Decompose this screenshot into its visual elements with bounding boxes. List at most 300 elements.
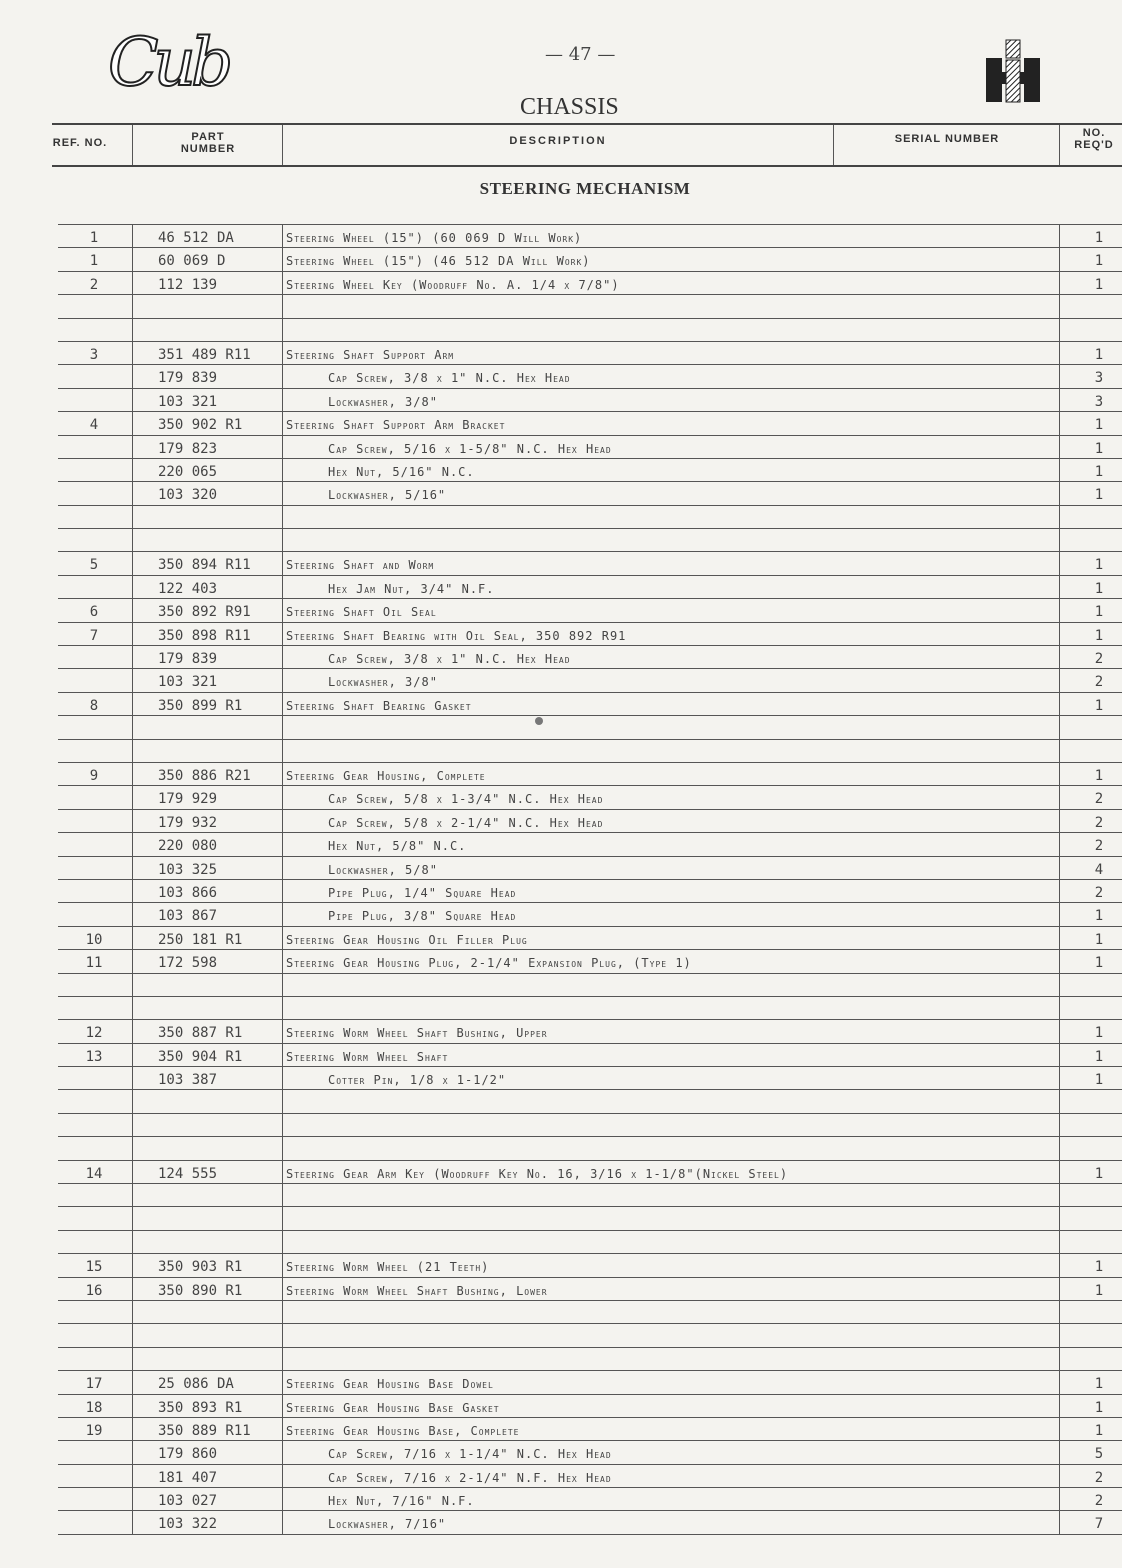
table-row: [58, 1113, 1122, 1136]
column-divider: [282, 740, 283, 762]
column-divider: [282, 1067, 283, 1089]
column-divider: [1059, 1301, 1060, 1323]
table-row: [58, 294, 1122, 317]
column-divider: [1059, 1254, 1060, 1276]
ref-cell: 5: [89, 557, 99, 574]
quantity-cell: 1: [1094, 1048, 1104, 1065]
table-row: [58, 1417, 1122, 1440]
description-cell: Hex Nut, 7/16" N.F.: [328, 1494, 475, 1509]
quantity-cell: [1076, 716, 1122, 738]
table-row: [58, 318, 1122, 341]
column-divider: [282, 974, 283, 996]
quantity-cell: [1076, 740, 1122, 762]
column-divider: [282, 482, 283, 504]
quantity-cell: 2: [1094, 814, 1104, 831]
column-divider: [132, 365, 133, 387]
cub-logo: Cub: [108, 24, 229, 101]
column-divider: [282, 950, 283, 972]
table-row: [58, 505, 1122, 528]
table-row: [58, 1019, 1122, 1042]
table-row: [58, 762, 1122, 785]
description-cell: Hex Jam Nut, 3/4" N.F.: [328, 581, 495, 596]
parts-table: [58, 224, 1122, 1535]
column-divider: [1059, 857, 1060, 879]
ref-cell: [58, 880, 130, 902]
part-number-cell: 103 866: [158, 884, 218, 901]
part-number-cell: 103 027: [158, 1493, 218, 1510]
column-divider: [1059, 646, 1060, 668]
column-divider: [132, 880, 133, 902]
column-divider: [1059, 506, 1060, 528]
quantity-cell: 1: [1094, 955, 1104, 972]
header-bottom-rule: [52, 165, 1122, 167]
part-number-cell: 350 903 R1: [158, 1259, 243, 1276]
description-cell: Steering Gear Housing Base Gasket: [286, 1400, 500, 1415]
quantity-cell: 1: [1094, 440, 1104, 457]
column-divider: [282, 248, 283, 270]
description-cell: Steering Wheel (15") (46 512 DA Will Work): [286, 254, 591, 269]
column-divider: [282, 412, 283, 434]
table-row: [58, 622, 1122, 645]
ref-cell: [58, 319, 130, 341]
quantity-cell: 1: [1094, 276, 1104, 293]
part-number-cell: 350 890 R1: [158, 1282, 243, 1299]
column-header-ref: REF. NO.: [52, 137, 108, 149]
ref-cell: [58, 436, 130, 458]
description-cell: Steering Gear Housing, Complete: [286, 768, 486, 783]
column-divider: [132, 997, 133, 1019]
column-divider: [132, 506, 133, 528]
quantity-cell: [1076, 1184, 1122, 1206]
ref-cell: [58, 786, 130, 808]
quantity-cell: [1076, 1324, 1122, 1346]
subsection-title: STEERING MECHANISM: [479, 179, 691, 198]
part-number-cell: 172 598: [158, 955, 218, 972]
column-divider: [132, 693, 133, 715]
ref-cell: [58, 646, 130, 668]
column-divider: [1059, 482, 1060, 504]
ref-cell: [58, 1231, 130, 1253]
column-header-qty: NO. REQ'D: [1074, 127, 1114, 152]
ref-cell: 3: [89, 346, 99, 363]
column-divider: [132, 576, 133, 598]
column-divider: [1059, 693, 1060, 715]
table-row: [58, 973, 1122, 996]
table-row: [58, 1253, 1122, 1276]
column-divider: [1059, 599, 1060, 621]
column-header-part: PART NUMBER: [180, 131, 236, 156]
quantity-cell: 1: [1094, 417, 1104, 434]
table-row: [58, 1440, 1122, 1463]
description-cell: Steering Shaft Bearing Gasket: [286, 698, 472, 713]
table-row: [58, 668, 1122, 691]
table-row: [58, 271, 1122, 294]
column-divider: [1059, 880, 1060, 902]
column-divider: [1059, 552, 1060, 574]
part-number-cell: 181 407: [158, 1469, 218, 1486]
column-divider: [132, 927, 133, 949]
part-number-cell: 112 139: [158, 276, 218, 293]
column-divider: [132, 459, 133, 481]
table-row: [58, 1183, 1122, 1206]
column-divider: [282, 880, 283, 902]
column-divider: [132, 1465, 133, 1487]
column-divider: [282, 1161, 283, 1183]
quantity-cell: 1: [1094, 1025, 1104, 1042]
column-divider: [282, 1488, 283, 1510]
column-divider: [132, 716, 133, 738]
quantity-cell: [1076, 1090, 1122, 1112]
part-number-cell: 350 898 R11: [158, 627, 251, 644]
part-number-cell: 179 929: [158, 791, 218, 808]
column-divider: [282, 365, 283, 387]
ref-cell: [58, 740, 130, 762]
column-divider: [282, 1231, 283, 1253]
ref-cell: 11: [85, 955, 103, 972]
quantity-cell: 3: [1094, 393, 1104, 410]
description-cell: Pipe Plug, 1/4" Square Head: [328, 885, 517, 900]
column-divider: [1059, 1371, 1060, 1393]
column-divider: [282, 903, 283, 925]
column-divider: [1059, 1184, 1060, 1206]
column-divider: [1059, 1395, 1060, 1417]
ref-cell: [58, 810, 130, 832]
ref-cell: 17: [85, 1376, 103, 1393]
ref-cell: [58, 295, 130, 317]
quantity-cell: 2: [1094, 791, 1104, 808]
part-number-cell: 350 889 R11: [158, 1422, 251, 1439]
column-divider: [1059, 1348, 1060, 1370]
ref-cell: 15: [85, 1259, 103, 1276]
quantity-cell: 1: [1094, 580, 1104, 597]
part-number-cell: 103 321: [158, 674, 218, 691]
description-cell: Steering Gear Housing Base, Complete: [286, 1423, 520, 1438]
table-row: [58, 856, 1122, 879]
part-number-cell: 124 555: [158, 1165, 218, 1182]
column-divider: [132, 1511, 133, 1533]
quantity-cell: 1: [1094, 1399, 1104, 1416]
description-cell: Steering Shaft Support Arm: [286, 347, 455, 362]
part-number-cell: 60 069 D: [158, 253, 226, 270]
column-divider: [282, 529, 283, 551]
column-divider: [132, 1324, 133, 1346]
table-row: [58, 879, 1122, 902]
quantity-cell: [1076, 529, 1122, 551]
table-row: [58, 1136, 1122, 1159]
ref-cell: [58, 903, 130, 925]
description-cell: Steering Shaft Support Arm Bracket: [286, 418, 506, 433]
column-divider: [282, 1044, 283, 1066]
column-divider: [282, 927, 283, 949]
ref-cell: [58, 669, 130, 691]
ref-cell: [58, 506, 130, 528]
table-row: [58, 528, 1122, 551]
header-top-rule: [52, 123, 1122, 125]
column-divider: [1059, 576, 1060, 598]
quantity-cell: [1076, 319, 1122, 341]
column-divider: [1059, 1324, 1060, 1346]
table-row: [58, 1510, 1122, 1534]
column-divider: [1059, 1044, 1060, 1066]
description-cell: Cap Screw, 5/8 x 1-3/4" N.C. Hex Head: [328, 792, 604, 807]
part-number-cell: 25 086 DA: [158, 1376, 234, 1393]
part-number-cell: 350 899 R1: [158, 697, 243, 714]
description-cell: Steering Gear Arm Key (Woodruff Key No. 16, 3/16 x 1-1/8"(Nickel Steel): [286, 1166, 789, 1181]
column-divider: [282, 389, 283, 411]
column-divider: [132, 1067, 133, 1089]
column-divider: [132, 950, 133, 972]
column-divider: [1059, 1067, 1060, 1089]
table-row: [58, 1160, 1122, 1183]
quantity-cell: 1: [1094, 230, 1104, 246]
column-divider: [1059, 272, 1060, 294]
column-divider: [132, 248, 133, 270]
column-divider: [282, 272, 283, 294]
column-divider: [1059, 716, 1060, 738]
quantity-cell: 1: [1094, 627, 1104, 644]
column-divider: [1059, 342, 1060, 364]
column-divider: [132, 786, 133, 808]
column-divider: [132, 1161, 133, 1183]
ref-cell: [58, 1348, 130, 1370]
column-divider: [282, 576, 283, 598]
column-divider: [282, 295, 283, 317]
ref-cell: 8: [89, 697, 99, 714]
ref-cell: 13: [85, 1048, 103, 1065]
ref-cell: [58, 1511, 130, 1533]
ref-cell: [58, 997, 130, 1019]
column-divider: [1059, 810, 1060, 832]
table-row: [58, 551, 1122, 574]
column-divider: [1059, 1278, 1060, 1300]
column-divider: [1059, 365, 1060, 387]
column-divider: [132, 833, 133, 855]
table-row: [58, 364, 1122, 387]
quantity-cell: 1: [1094, 253, 1104, 270]
quantity-cell: [1076, 1301, 1122, 1323]
ref-cell: 14: [85, 1165, 103, 1182]
table-row: [58, 341, 1122, 364]
table-row: [58, 902, 1122, 925]
column-divider: [1059, 1231, 1060, 1253]
part-number-cell: 179 839: [158, 370, 218, 387]
column-divider: [1059, 319, 1060, 341]
column-divider: [1059, 903, 1060, 925]
column-divider: [1059, 1137, 1060, 1159]
column-divider: [1059, 1114, 1060, 1136]
table-row: [58, 458, 1122, 481]
column-divider: [282, 1020, 283, 1042]
column-divider: [132, 1020, 133, 1042]
table-row: [58, 575, 1122, 598]
table-row: [58, 1487, 1122, 1510]
table-row: [58, 481, 1122, 504]
column-divider: [282, 1395, 283, 1417]
ref-cell: [58, 482, 130, 504]
part-number-cell: 350 894 R11: [158, 557, 251, 574]
ref-cell: [58, 389, 130, 411]
description-cell: Steering Wheel Key (Woodruff No. A. 1/4 x 7/8"): [286, 277, 620, 292]
column-divider: [132, 529, 133, 551]
column-divider: [1059, 225, 1060, 247]
column-divider: [1059, 974, 1060, 996]
column-divider: [282, 1465, 283, 1487]
column-divider: [282, 1114, 283, 1136]
column-divider: [1059, 1090, 1060, 1112]
column-divider: [132, 225, 133, 247]
quantity-cell: 2: [1094, 1469, 1104, 1486]
column-divider: [132, 1301, 133, 1323]
column-divider: [282, 342, 283, 364]
header-divider: [833, 125, 834, 165]
description-cell: Steering Wheel (15") (60 069 D Will Work): [286, 231, 583, 245]
column-divider: [282, 1184, 283, 1206]
column-divider: [1059, 740, 1060, 762]
column-divider: [132, 1090, 133, 1112]
column-divider: [132, 646, 133, 668]
part-number-cell: 179 932: [158, 814, 218, 831]
column-divider: [1059, 1511, 1060, 1533]
table-row: [58, 1464, 1122, 1487]
quantity-cell: 1: [1094, 1376, 1104, 1393]
table-row: [58, 1089, 1122, 1112]
column-divider: [282, 786, 283, 808]
column-divider: [282, 623, 283, 645]
column-divider: [282, 646, 283, 668]
ref-cell: 16: [85, 1282, 103, 1299]
table-row: [58, 1206, 1122, 1229]
description-cell: Hex Nut, 5/8" N.C.: [328, 839, 467, 854]
part-number-cell: 103 321: [158, 393, 218, 410]
column-divider: [132, 810, 133, 832]
description-cell: Hex Nut, 5/16" N.C.: [328, 464, 475, 479]
quantity-cell: 1: [1094, 604, 1104, 621]
ref-cell: 6: [89, 604, 99, 621]
part-number-cell: 103 387: [158, 1072, 218, 1089]
table-row: [58, 1066, 1122, 1089]
column-divider: [282, 1348, 283, 1370]
part-number-cell: 350 886 R21: [158, 767, 251, 784]
quantity-cell: [1076, 506, 1122, 528]
column-divider: [282, 1511, 283, 1533]
table-row: [58, 996, 1122, 1019]
part-number-cell: 220 065: [158, 463, 218, 480]
part-number-cell: 103 325: [158, 861, 218, 878]
column-divider: [1059, 786, 1060, 808]
column-divider: [282, 1371, 283, 1393]
column-divider: [1059, 1441, 1060, 1463]
column-divider: [132, 1254, 133, 1276]
column-divider: [282, 716, 283, 738]
column-divider: [132, 1278, 133, 1300]
quantity-cell: 1: [1094, 557, 1104, 574]
part-number-cell: 350 892 R91: [158, 604, 251, 621]
column-divider: [132, 1114, 133, 1136]
header-divider: [282, 125, 283, 165]
quantity-cell: 7: [1094, 1516, 1104, 1533]
ref-cell: 12: [85, 1025, 103, 1042]
quantity-cell: 1: [1094, 1259, 1104, 1276]
column-divider: [1059, 295, 1060, 317]
column-divider: [282, 225, 283, 247]
column-divider: [282, 833, 283, 855]
quantity-cell: 2: [1094, 884, 1104, 901]
column-divider: [132, 763, 133, 785]
column-divider: [132, 319, 133, 341]
part-number-cell: 350 904 R1: [158, 1048, 243, 1065]
ref-cell: [58, 974, 130, 996]
quantity-cell: 1: [1094, 767, 1104, 784]
column-divider: [1059, 1418, 1060, 1440]
column-divider: [132, 623, 133, 645]
column-divider: [132, 903, 133, 925]
column-header-description: DESCRIPTION: [509, 135, 607, 147]
column-divider: [282, 436, 283, 458]
ref-cell: 2: [89, 276, 99, 293]
description-cell: Cap Screw, 5/16 x 1-5/8" N.C. Hex Head: [328, 441, 612, 456]
quantity-cell: 4: [1094, 861, 1104, 878]
column-divider: [282, 1090, 283, 1112]
column-divider: [132, 1184, 133, 1206]
column-divider: [132, 1371, 133, 1393]
table-row: [58, 926, 1122, 949]
table-row: [58, 1277, 1122, 1300]
part-number-cell: 179 823: [158, 440, 218, 457]
description-cell: Steering Worm Wheel Shaft Bushing, Lower: [286, 1283, 548, 1298]
column-divider: [1059, 412, 1060, 434]
table-row: [58, 645, 1122, 668]
table-row: [58, 1370, 1122, 1393]
description-cell: Cap Screw, 3/8 x 1" N.C. Hex Head: [328, 371, 571, 386]
column-divider: [1059, 763, 1060, 785]
column-divider: [1059, 248, 1060, 270]
quantity-cell: 1: [1094, 931, 1104, 948]
ref-cell: [58, 459, 130, 481]
ref-cell: [58, 529, 130, 551]
quantity-cell: 1: [1094, 697, 1104, 714]
description-cell: Cap Screw, 3/8 x 1" N.C. Hex Head: [328, 652, 571, 667]
quantity-cell: 1: [1094, 1282, 1104, 1299]
column-divider: [1059, 833, 1060, 855]
ref-cell: 9: [89, 767, 99, 784]
column-divider: [282, 1441, 283, 1463]
column-divider: [282, 506, 283, 528]
description-cell: Lockwasher, 3/8": [328, 394, 438, 409]
header-divider: [132, 125, 133, 165]
column-divider: [132, 1418, 133, 1440]
column-divider: [132, 974, 133, 996]
quantity-cell: [1076, 295, 1122, 317]
column-divider: [132, 1395, 133, 1417]
column-divider: [132, 1488, 133, 1510]
column-divider: [132, 669, 133, 691]
description-cell: Lockwasher, 5/8": [328, 862, 438, 877]
ref-cell: [58, 1067, 130, 1089]
ref-cell: [58, 1137, 130, 1159]
ref-cell: 10: [85, 931, 103, 948]
column-divider: [282, 1301, 283, 1323]
column-divider: [282, 1418, 283, 1440]
table-row: [58, 247, 1122, 270]
part-number-cell: 350 893 R1: [158, 1399, 243, 1416]
column-divider: [132, 1348, 133, 1370]
column-divider: [282, 997, 283, 1019]
description-cell: Lockwasher, 7/16": [328, 1517, 447, 1532]
description-cell: Lockwasher, 3/8": [328, 675, 438, 690]
column-divider: [1059, 389, 1060, 411]
quantity-cell: [1076, 1137, 1122, 1159]
quantity-cell: 1: [1094, 487, 1104, 504]
